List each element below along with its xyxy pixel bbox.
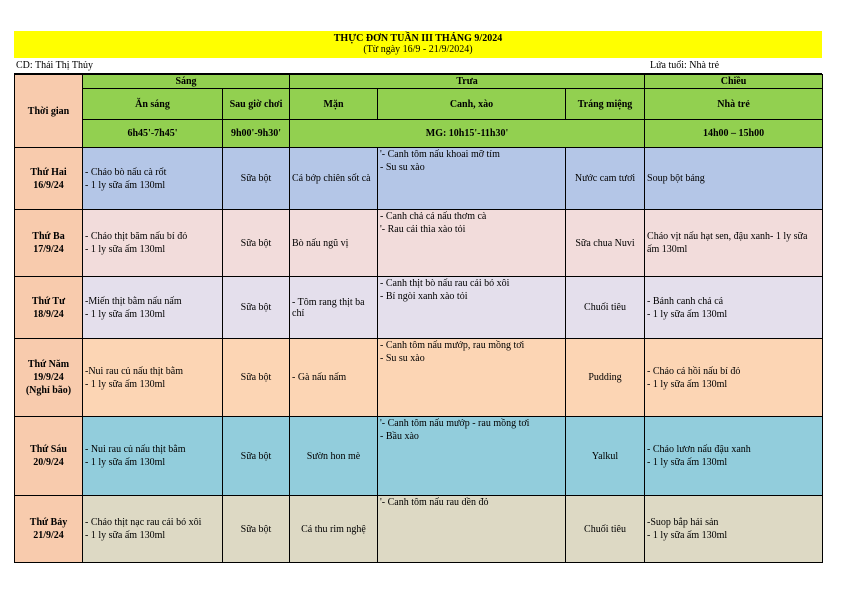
breakfast-line: - 1 ly sữa ấm 130ml xyxy=(85,378,166,390)
breakfast-cell xyxy=(83,496,223,563)
table-row xyxy=(15,210,823,277)
afternoon-line: Soup bột báng xyxy=(647,173,705,184)
time-header: Thời gian xyxy=(15,75,83,148)
afternoon-cell xyxy=(645,277,823,339)
soup-cell xyxy=(378,496,566,563)
day-name: Thứ Hai xyxy=(30,166,67,178)
after-play-time: 9h00'-9h30' xyxy=(223,120,290,148)
breakfast-cell xyxy=(83,277,223,339)
soup-line: '- Canh tôm nấu mướp - rau mồng tơi xyxy=(380,418,530,429)
breakfast-line: -Nui rau củ nấu thịt bằm xyxy=(85,365,184,377)
breakfast-line: - Cháo bò nấu cà rốt xyxy=(85,166,167,178)
main-dish-cell: - Tôm rang thịt ba chỉ xyxy=(290,277,378,339)
dessert-cell: Chuối tiêu xyxy=(566,496,645,563)
breakfast-time: 6h45'-7h45' xyxy=(83,120,223,148)
main-dish-cell: Cá thu rim nghệ xyxy=(290,496,378,563)
afternoon-line: - 1 ly sữa ấm 130ml xyxy=(647,308,728,320)
day-cell xyxy=(15,339,83,417)
dessert-cell: Chuối tiêu xyxy=(566,277,645,339)
soup-cell xyxy=(378,210,566,277)
soup-line: - Canh thịt bò nấu rau cải bó xôi xyxy=(380,278,510,289)
afternoon-cell xyxy=(645,148,823,210)
soup-line: '- Canh tôm nấu rau dền đỏ xyxy=(380,497,489,508)
after-play-cell: Sữa bột xyxy=(223,417,290,496)
afternoon-cell xyxy=(645,417,823,496)
breakfast-header: Ăn sáng xyxy=(83,89,223,120)
soup-cell xyxy=(378,148,566,210)
soup-cell xyxy=(378,417,566,496)
afternoon-cell xyxy=(645,210,823,277)
day-name: Thứ Năm xyxy=(27,359,70,370)
breakfast-line: - Cháo thịt băm nấu bí đỏ xyxy=(85,231,188,242)
day-cell xyxy=(15,496,83,563)
afternoon-line: - Cháo lươn nấu đậu xanh xyxy=(647,444,751,455)
day-date: 17/9/24 xyxy=(33,244,64,255)
dessert-cell: Yalkul xyxy=(566,417,645,496)
main-dish-cell: Sườn hon mè xyxy=(290,417,378,496)
dessert-cell: Nước cam tươi xyxy=(566,148,645,210)
soup-header: Canh, xào xyxy=(378,89,566,120)
after-play-cell: Sữa bột xyxy=(223,148,290,210)
noon-header: Trưa xyxy=(290,75,645,89)
teacher-label: CD: Thái Thị Thủy xyxy=(16,60,93,71)
soup-line: - Su su xào xyxy=(380,353,425,364)
nursery-header: Nhà trẻ xyxy=(645,89,823,120)
breakfast-cell xyxy=(83,417,223,496)
soup-line: - Su su xào xyxy=(380,162,425,173)
afternoon-line: - 1 ly sữa ấm 130ml xyxy=(647,378,728,390)
main-dish-cell: - Gà nấu nấm xyxy=(290,339,378,417)
dessert-header: Tráng miệng xyxy=(566,89,645,120)
table-row xyxy=(15,148,823,210)
day-date: 16/9/24 xyxy=(33,179,64,191)
afternoon-cell xyxy=(645,496,823,563)
day-name: Thứ Tư xyxy=(31,295,66,307)
day-name: Thứ Ba xyxy=(32,231,65,242)
breakfast-line: - 1 ly sữa ấm 130ml xyxy=(85,530,166,541)
after-play-header: Sau giờ chơi xyxy=(223,89,290,120)
menu-sheet xyxy=(14,31,822,563)
dessert-cell: Pudding xyxy=(566,339,645,417)
afternoon-line: -Suop bắp hải sản xyxy=(647,517,719,528)
soup-cell xyxy=(378,277,566,339)
day-cell xyxy=(15,210,83,277)
day-cell xyxy=(15,277,83,339)
after-play-cell: Sữa bột xyxy=(223,496,290,563)
morning-header: Sáng xyxy=(83,75,290,89)
info-bar xyxy=(14,58,822,74)
soup-line: - Bầu xào xyxy=(380,431,419,442)
day-date: 19/9/24 xyxy=(33,372,64,383)
day-cell xyxy=(15,148,83,210)
breakfast-cell xyxy=(83,339,223,417)
breakfast-cell xyxy=(83,210,223,277)
main-dish-header: Mặn xyxy=(290,89,378,120)
page-title: THỰC ĐƠN TUẦN III THÁNG 9/2024 xyxy=(333,33,503,44)
afternoon-line: - 1 ly sữa ấm 130ml xyxy=(647,530,728,541)
day-name: Thứ Bảy xyxy=(29,517,68,528)
breakfast-line: - Cháo thịt nạc rau cải bó xôi xyxy=(85,517,202,528)
dessert-cell: Sữa chua Nuvi xyxy=(566,210,645,277)
soup-line: - Canh chả cá nấu thơm cà xyxy=(380,211,487,222)
breakfast-cell xyxy=(83,148,223,210)
noon-time: MG: 10h15'-11h30' xyxy=(290,120,645,148)
breakfast-line: - 1 ly sữa ấm 130ml xyxy=(85,457,166,468)
after-play-cell: Sữa bột xyxy=(223,339,290,417)
day-date: 21/9/24 xyxy=(33,530,64,541)
afternoon-time: 14h00 – 15h00 xyxy=(645,120,823,148)
afternoon-line: - Cháo cá hồi nấu bí đỏ xyxy=(647,365,741,377)
menu-body xyxy=(15,148,823,563)
table-row xyxy=(15,496,823,563)
afternoon-header: Chiều xyxy=(645,75,823,89)
soup-line: - Canh tôm nấu mướp, rau mồng tơi xyxy=(380,340,525,351)
day-date: 20/9/24 xyxy=(33,457,64,468)
table-row xyxy=(15,277,823,339)
soup-line: - Bí ngòi xanh xào tỏi xyxy=(380,291,468,302)
day-note: (Nghỉ bão) xyxy=(25,385,72,396)
table-row xyxy=(15,339,823,417)
breakfast-line: - Nui rau củ nấu thịt bằm xyxy=(85,444,186,455)
afternoon-line: - 1 ly sữa ấm 130ml xyxy=(647,457,728,468)
soup-cell xyxy=(378,339,566,417)
breakfast-line: - 1 ly sữa ấm 130ml xyxy=(85,179,166,191)
menu-table xyxy=(14,74,823,563)
after-play-cell: Sữa bột xyxy=(223,277,290,339)
day-date: 18/9/24 xyxy=(33,308,64,320)
day-cell xyxy=(15,417,83,496)
breakfast-line: - 1 ly sữa ấm 130ml xyxy=(85,308,166,320)
breakfast-line: - 1 ly sữa ấm 130ml xyxy=(85,244,166,255)
date-range: (Từ ngày 16/9 - 21/9/2024) xyxy=(363,44,473,55)
afternoon-line: - Bánh canh chả cá xyxy=(647,295,724,307)
main-dish-cell: Bò nấu ngũ vị xyxy=(290,210,378,277)
main-dish-cell: Cá bớp chiên sốt cà xyxy=(290,148,378,210)
age-group-label: Lứa tuổi: Nhà trẻ xyxy=(650,60,720,71)
breakfast-line: -Miến thịt bằm nấu nấm xyxy=(85,295,182,307)
soup-line: '- Rau cải thìa xào tỏi xyxy=(380,224,466,235)
afternoon-cell xyxy=(645,339,823,417)
after-play-cell: Sữa bột xyxy=(223,210,290,277)
afternoon-line: Cháo vịt nấu hạt sen, đậu xanh- 1 ly sữa ấm 130ml xyxy=(647,231,808,255)
soup-line: '- Canh tôm nấu khoai mỡ tím xyxy=(380,149,500,160)
title-banner xyxy=(14,31,822,58)
table-row xyxy=(15,417,823,496)
day-name: Thứ Sáu xyxy=(30,444,67,455)
